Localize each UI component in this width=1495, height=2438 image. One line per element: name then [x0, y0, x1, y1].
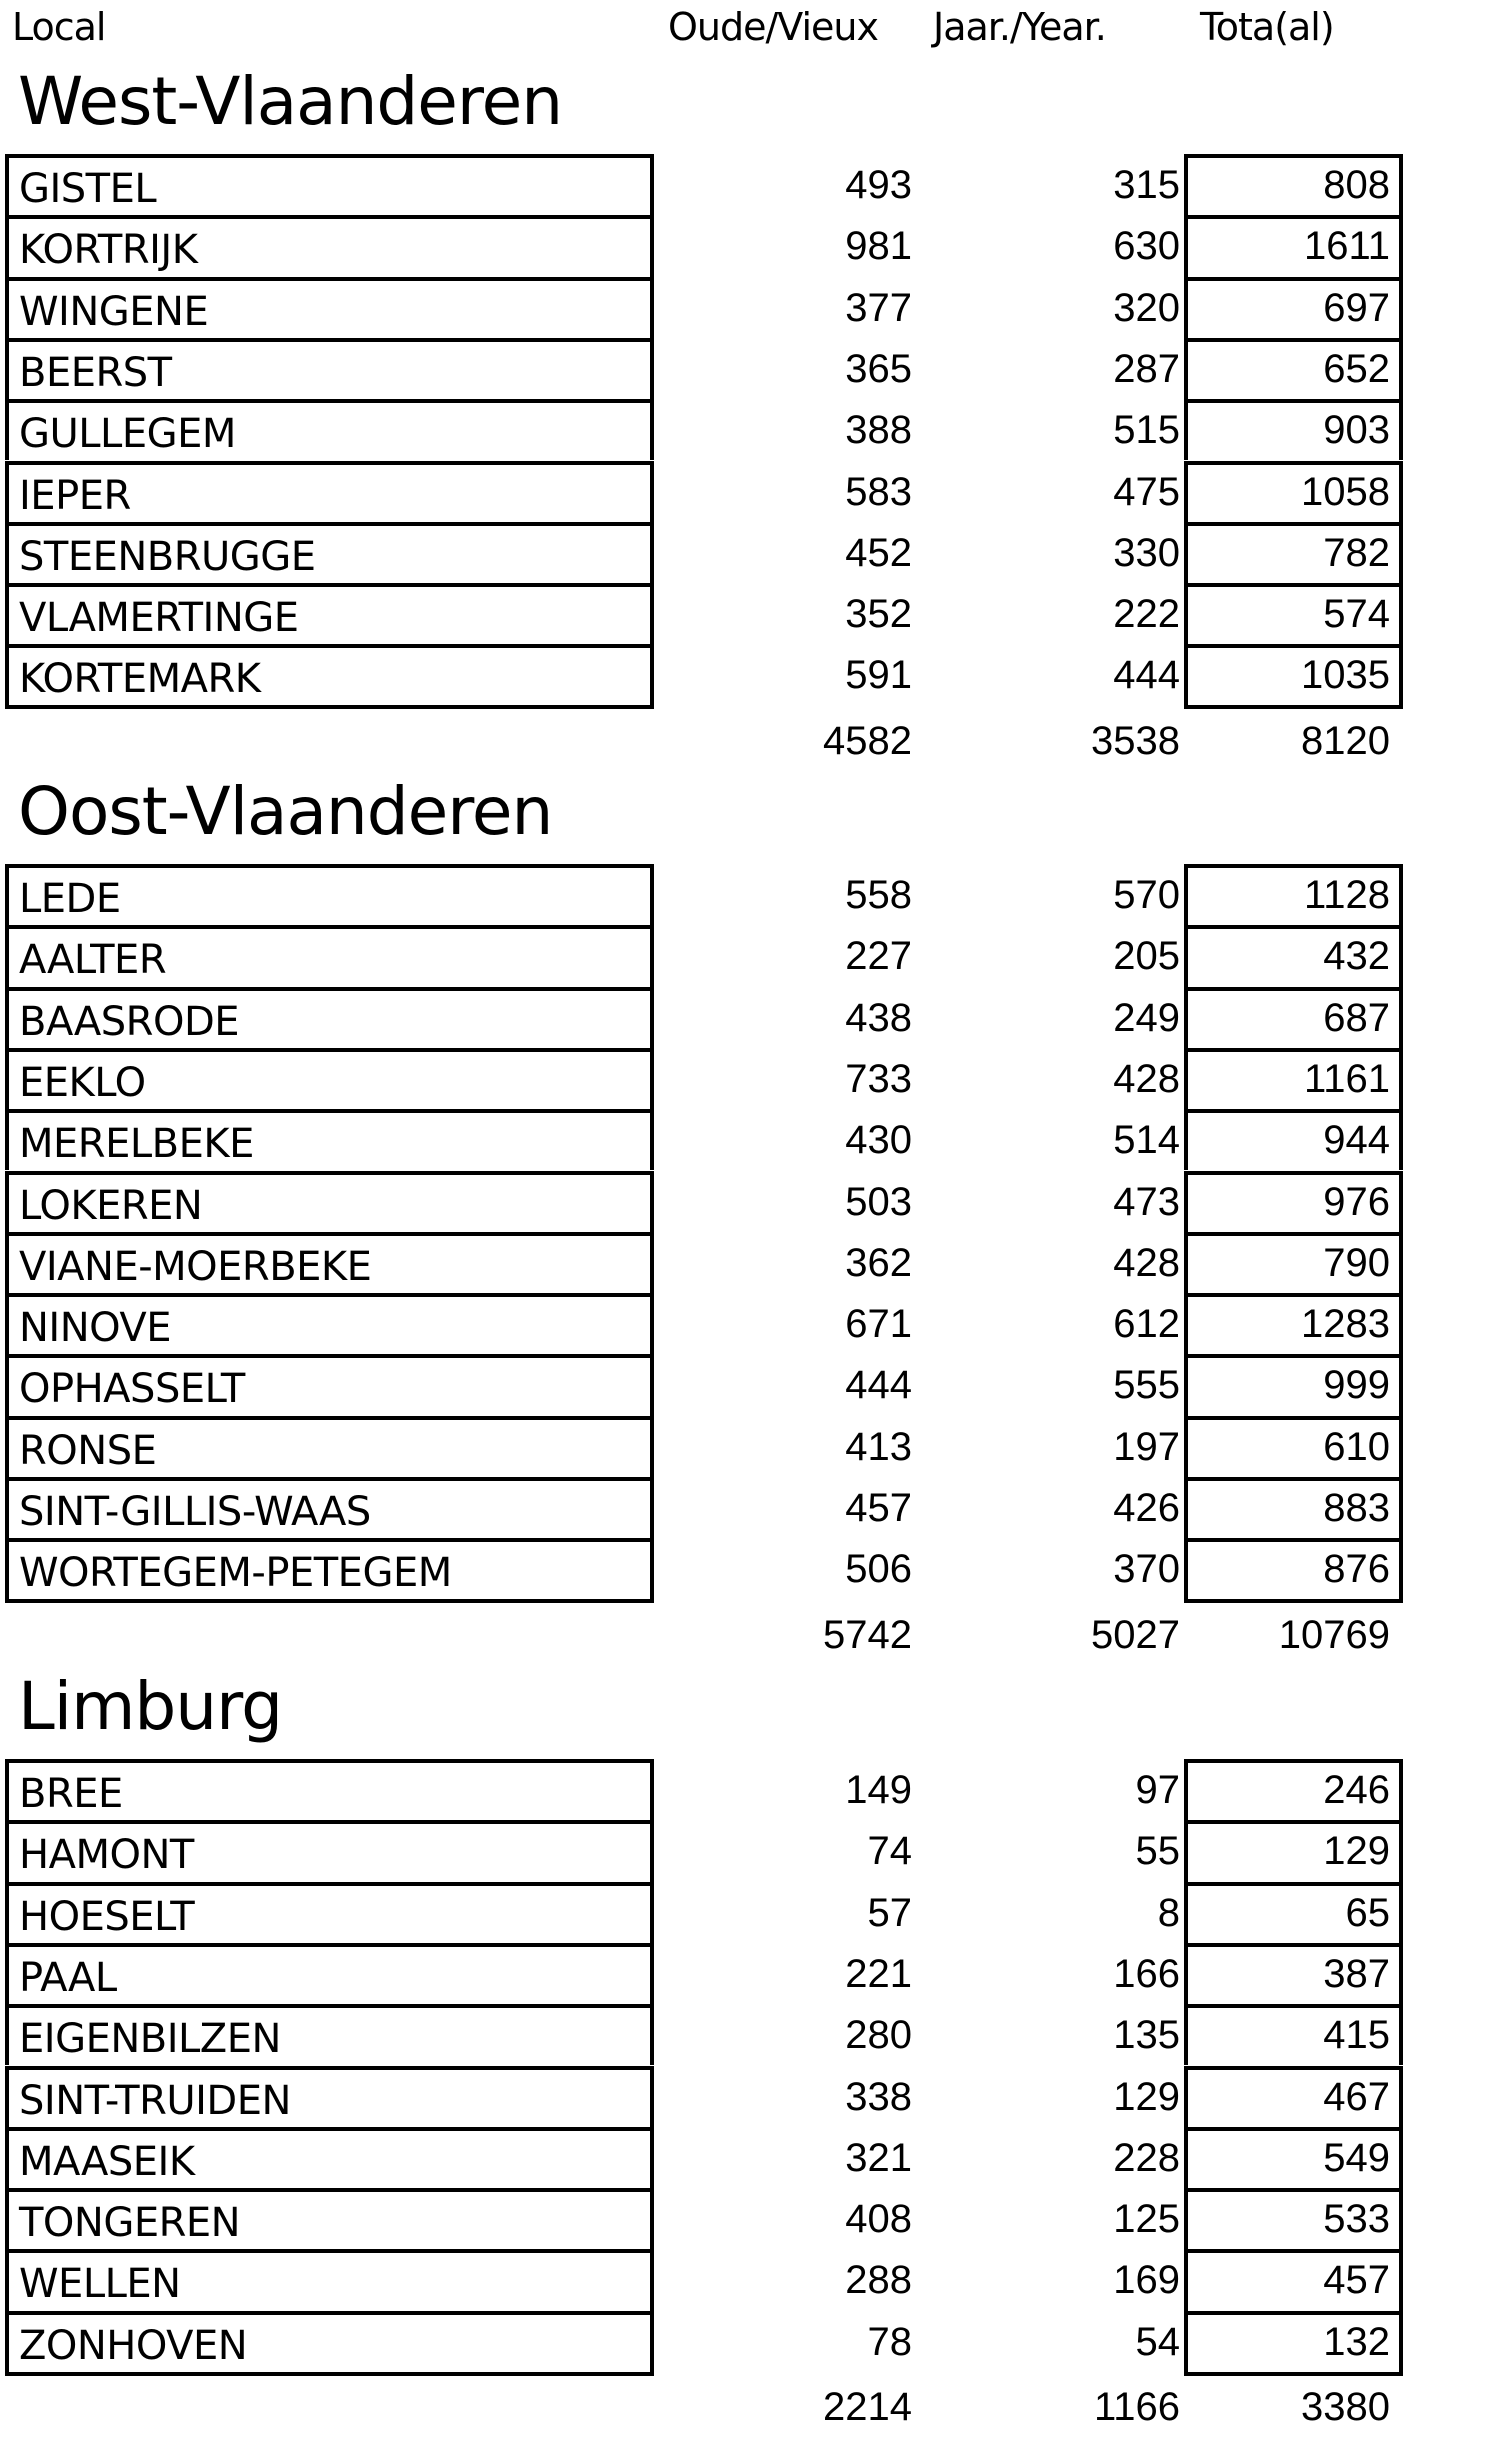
oude-value: 981 — [845, 224, 912, 269]
column-header-totaal: Tota(al) — [1200, 5, 1334, 49]
jaar-value: 570 — [1113, 873, 1180, 917]
location-name: KORTRIJK — [19, 227, 198, 274]
table-row — [0, 1477, 1495, 1538]
location-cell — [5, 1538, 654, 1603]
jaar-value: 97 — [1135, 1768, 1180, 1812]
location-cell — [5, 1171, 654, 1232]
oude-value: 591 — [845, 653, 912, 698]
sum-oude: 2214 — [823, 2385, 912, 2429]
location-cell — [5, 1943, 654, 2004]
oude-value: 57 — [867, 1890, 912, 1935]
jaar-value: 197 — [1113, 1424, 1180, 1469]
location-cell — [5, 399, 654, 460]
location-cell — [5, 461, 654, 522]
table-row — [0, 399, 1495, 460]
jaar-value: 222 — [1113, 592, 1180, 637]
total-value: 549 — [1323, 2135, 1390, 2180]
location-name: MAASEIK — [19, 2138, 195, 2185]
column-header-jaar: Jaar./Year. — [933, 5, 1106, 49]
oude-value: 388 — [845, 408, 912, 453]
location-name: EIGENBILZEN — [19, 2016, 281, 2063]
jaar-value: 135 — [1113, 2013, 1180, 2058]
jaar-value: 125 — [1113, 2197, 1180, 2242]
total-value: 876 — [1323, 1547, 1390, 1592]
total-value: 610 — [1323, 1424, 1390, 1469]
jaar-value: 428 — [1113, 1240, 1180, 1285]
location-name: RONSE — [19, 1427, 157, 1474]
total-value: 415 — [1323, 2013, 1390, 2058]
jaar-value: 555 — [1113, 1363, 1180, 1408]
total-value: 467 — [1323, 2074, 1390, 2119]
jaar-value: 54 — [1135, 2319, 1180, 2364]
location-cell — [5, 987, 654, 1048]
oude-value: 288 — [845, 2258, 912, 2303]
location-cell — [5, 338, 654, 399]
sum-jaar: 5027 — [1091, 1612, 1180, 1657]
total-value: 132 — [1323, 2319, 1390, 2364]
column-header-local: Local — [12, 5, 106, 49]
table-row — [0, 644, 1495, 705]
table-row — [0, 987, 1495, 1048]
location-name: AALTER — [19, 937, 167, 984]
table-row — [0, 1882, 1495, 1943]
location-name: LOKEREN — [19, 1182, 203, 1229]
table-row — [0, 338, 1495, 399]
jaar-value: 8 — [1157, 1890, 1180, 1935]
location-name: VIANE-MOERBEKE — [19, 1243, 372, 1290]
location-cell — [5, 1759, 654, 1820]
total-value: 1161 — [1303, 1056, 1390, 1101]
jaar-value: 514 — [1113, 1118, 1180, 1163]
location-name: SINT-GILLIS-WAAS — [19, 1489, 371, 1535]
location-cell — [5, 215, 654, 276]
jaar-value: 228 — [1113, 2135, 1180, 2180]
table-row — [0, 2249, 1495, 2310]
total-value: 1128 — [1303, 873, 1390, 917]
oude-value: 365 — [845, 346, 912, 391]
oude-value: 227 — [845, 934, 912, 979]
column-header-oude: Oude/Vieux — [668, 5, 878, 49]
location-cell — [5, 583, 654, 644]
table-row — [0, 1820, 1495, 1881]
location-cell — [5, 277, 654, 338]
location-cell — [5, 1477, 654, 1538]
section-totals-row — [0, 1606, 1495, 1666]
table-row — [0, 1759, 1495, 1820]
total-value: 1611 — [1303, 224, 1390, 269]
location-name: HOESELT — [19, 1893, 195, 1940]
total-value: 652 — [1323, 346, 1390, 391]
jaar-value: 612 — [1113, 1302, 1180, 1347]
table-row — [0, 864, 1495, 925]
table-row — [0, 2188, 1495, 2249]
total-value: 944 — [1323, 1118, 1390, 1163]
oude-value: 377 — [845, 285, 912, 330]
jaar-value: 169 — [1113, 2258, 1180, 2303]
jaar-value: 55 — [1135, 1829, 1180, 1874]
location-name: BAASRODE — [19, 998, 240, 1045]
location-cell — [5, 2311, 654, 2376]
location-name: GULLEGEM — [19, 411, 236, 458]
total-value: 1058 — [1301, 469, 1390, 514]
jaar-value: 370 — [1113, 1547, 1180, 1592]
location-cell — [5, 1109, 654, 1170]
total-value: 246 — [1323, 1768, 1390, 1812]
location-name: OPHASSELT — [19, 1366, 245, 1413]
total-value: 999 — [1323, 1363, 1390, 1408]
sum-oude: 5742 — [823, 1612, 912, 1657]
oude-value: 671 — [845, 1302, 912, 1347]
table-row — [0, 522, 1495, 583]
total-value: 574 — [1323, 592, 1390, 637]
location-name: EEKLO — [19, 1059, 146, 1106]
oude-value: 280 — [845, 2013, 912, 2058]
total-value: 687 — [1323, 995, 1390, 1040]
location-cell — [5, 1232, 654, 1293]
jaar-value: 249 — [1113, 995, 1180, 1040]
sum-totaal: 10769 — [1278, 1612, 1390, 1657]
oude-value: 149 — [845, 1768, 912, 1812]
table-row — [0, 1538, 1495, 1599]
location-cell — [5, 1416, 654, 1477]
table-row — [0, 215, 1495, 276]
table-row — [0, 2127, 1495, 2188]
location-cell — [5, 644, 654, 709]
table-row — [0, 1354, 1495, 1415]
table-row — [0, 2066, 1495, 2127]
location-name: BEERST — [19, 349, 172, 396]
location-name: TONGEREN — [19, 2200, 241, 2247]
total-value: 432 — [1323, 934, 1390, 979]
total-value: 457 — [1323, 2258, 1390, 2303]
oude-value: 413 — [845, 1424, 912, 1469]
oude-value: 78 — [867, 2319, 912, 2364]
location-cell — [5, 2188, 654, 2249]
location-cell — [5, 2004, 654, 2065]
jaar-value: 129 — [1113, 2074, 1180, 2119]
oude-value: 452 — [845, 530, 912, 575]
oude-value: 438 — [845, 995, 912, 1040]
oude-value: 221 — [845, 1951, 912, 1996]
sum-jaar: 1166 — [1093, 2385, 1180, 2429]
oude-value: 338 — [845, 2074, 912, 2119]
sum-oude: 4582 — [823, 718, 912, 763]
section-title: West-Vlaanderen — [18, 63, 563, 140]
table-row — [0, 925, 1495, 986]
location-cell — [5, 2066, 654, 2127]
jaar-value: 515 — [1113, 408, 1180, 453]
oude-value: 457 — [845, 1486, 912, 1530]
jaar-value: 428 — [1113, 1056, 1180, 1101]
location-cell — [5, 1882, 654, 1943]
oude-value: 430 — [845, 1118, 912, 1163]
location-cell — [5, 2127, 654, 2188]
location-name: HAMONT — [19, 1832, 194, 1879]
jaar-value: 473 — [1113, 1179, 1180, 1224]
total-value: 697 — [1323, 285, 1390, 330]
location-name: IEPER — [19, 472, 131, 519]
total-value: 903 — [1323, 408, 1390, 453]
location-name: MERELBEKE — [19, 1121, 254, 1168]
total-value: 129 — [1323, 1829, 1390, 1874]
oude-value: 74 — [867, 1829, 912, 1874]
table-row — [0, 461, 1495, 522]
location-cell — [5, 522, 654, 583]
location-cell — [5, 1048, 654, 1109]
location-cell — [5, 2249, 654, 2310]
total-value: 808 — [1323, 163, 1390, 207]
total-value: 782 — [1323, 530, 1390, 575]
jaar-value: 330 — [1113, 530, 1180, 575]
table-row — [0, 1232, 1495, 1293]
table-row — [0, 1109, 1495, 1170]
oude-value: 558 — [845, 873, 912, 917]
oude-value: 583 — [845, 469, 912, 514]
oude-value: 503 — [845, 1179, 912, 1224]
location-name: LEDE — [19, 876, 121, 922]
total-value: 1283 — [1301, 1302, 1390, 1347]
oude-value: 408 — [845, 2197, 912, 2242]
oude-value: 352 — [845, 592, 912, 637]
section-title: Oost-Vlaanderen — [18, 773, 553, 850]
total-value: 790 — [1323, 1240, 1390, 1285]
location-name: WINGENE — [19, 288, 209, 335]
total-value: 1035 — [1301, 653, 1390, 698]
oude-value: 444 — [845, 1363, 912, 1408]
sum-jaar: 3538 — [1091, 718, 1180, 763]
total-value: 387 — [1323, 1951, 1390, 1996]
location-cell — [5, 1354, 654, 1415]
sum-totaal: 3380 — [1301, 2385, 1390, 2429]
oude-value: 321 — [845, 2135, 912, 2180]
section-totals-row — [0, 2378, 1495, 2438]
section-title: Limburg — [18, 1668, 282, 1745]
location-name: WORTEGEM-PETEGEM — [19, 1550, 452, 1597]
location-name: WELLEN — [19, 2261, 181, 2308]
location-name: BREE — [19, 1771, 123, 1817]
location-name: NINOVE — [19, 1305, 172, 1352]
jaar-value: 205 — [1113, 934, 1180, 979]
oude-value: 493 — [845, 163, 912, 207]
jaar-value: 426 — [1113, 1486, 1180, 1530]
table-row — [0, 1293, 1495, 1354]
table-row — [0, 1416, 1495, 1477]
jaar-value: 320 — [1113, 285, 1180, 330]
location-name: SINT-TRUIDEN — [19, 2077, 291, 2124]
jaar-value: 315 — [1113, 163, 1180, 207]
location-name: GISTEL — [19, 166, 157, 212]
location-name: VLAMERTINGE — [19, 595, 299, 642]
total-value: 976 — [1323, 1179, 1390, 1224]
total-value: 883 — [1323, 1486, 1390, 1530]
location-name: KORTEMARK — [19, 656, 261, 703]
location-cell — [5, 1820, 654, 1881]
location-cell — [5, 864, 654, 925]
section-totals-row — [0, 712, 1495, 772]
location-cell — [5, 154, 654, 215]
table-row — [0, 2311, 1495, 2372]
location-cell — [5, 925, 654, 986]
jaar-value: 287 — [1113, 346, 1180, 391]
total-value: 533 — [1323, 2197, 1390, 2242]
table-row — [0, 277, 1495, 338]
jaar-value: 630 — [1113, 224, 1180, 269]
oude-value: 506 — [845, 1547, 912, 1592]
table-row — [0, 1048, 1495, 1109]
location-name: PAAL — [19, 1954, 117, 2001]
table-row — [0, 2004, 1495, 2065]
location-name: ZONHOVEN — [19, 2322, 248, 2369]
table-row — [0, 583, 1495, 644]
jaar-value: 475 — [1113, 469, 1180, 514]
location-cell — [5, 1293, 654, 1354]
jaar-value: 444 — [1113, 653, 1180, 698]
total-value: 65 — [1345, 1890, 1390, 1935]
oude-value: 733 — [845, 1056, 912, 1101]
table-row — [0, 154, 1495, 215]
table-row — [0, 1171, 1495, 1232]
jaar-value: 166 — [1113, 1951, 1180, 1996]
location-name: STEENBRUGGE — [19, 533, 316, 580]
oude-value: 362 — [845, 1240, 912, 1285]
table-row — [0, 1943, 1495, 2004]
sum-totaal: 8120 — [1301, 718, 1390, 763]
